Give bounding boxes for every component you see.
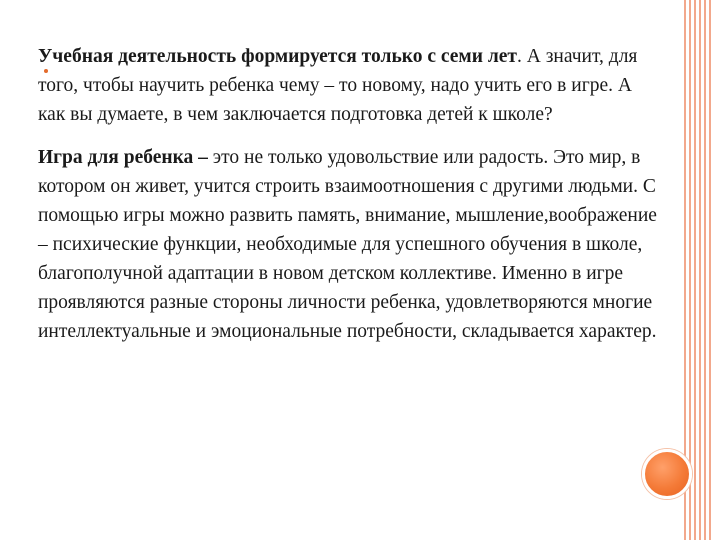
decorative-stripes [684, 0, 712, 540]
slide-text [38, 42, 658, 360]
orange-circle-icon [642, 449, 692, 499]
paragraph-1 [38, 42, 658, 129]
paragraph-1-bold: Учебная деятельность формируется только с семи лет [38, 46, 517, 67]
paragraph-2 [38, 143, 658, 346]
paragraph-2-bold: Игра для ребенка – [38, 147, 208, 168]
paragraph-1-text: . А значит, для того, чтобы научить ребенка чему – то новому, надо учить его в игре. А как вы думаете, в чем заключается подготовка детей к школе? [38, 46, 638, 125]
paragraph-2-text: это не только удовольствие или радость. Это мир, в котором он живет, учится строить взаимоотношения с другими людьми. С помощью игры можно развить память, внимание, мышление,воображение – психические функции, необходимые для успешного обучения в школе, благополучной адаптации в новом детском коллективе. Именно в игре проявляются разные стороны личности ребенка, удовлетворяются многие интеллектуальные и эмоциональные потребности, складывается характер. [38, 147, 657, 342]
